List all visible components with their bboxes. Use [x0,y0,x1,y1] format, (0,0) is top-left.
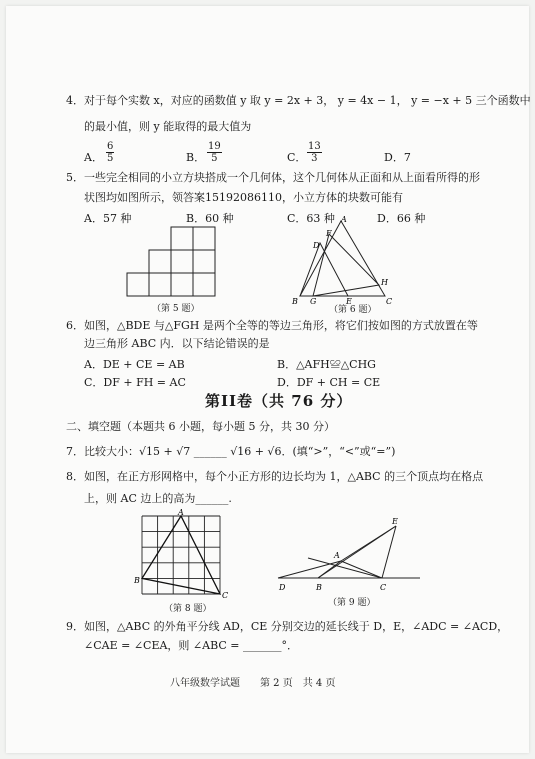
q4-option-b-fraction [207,141,222,164]
figure-8-grid [134,508,234,600]
q4-option-c-label: C． [287,151,307,164]
page-footer: 八年级数学试题 第 2 页 共 4 页 [170,678,336,689]
q4-line1: 4．对于每个实数 x，对应的函数值 y 取 y = 2x + 3， y = 4x − 1， y = −x + 5 三个函数中 [66,94,531,107]
q4-option-d: D．7 [384,151,411,164]
figure-5-caption: （第 5 题） [152,304,200,314]
q4-option-c-denominator: 3 [311,153,318,164]
figure-9-triangle [272,514,422,594]
fig9-label-a: A [334,551,340,560]
q5-option-c: C．63 种 [287,212,335,225]
part2-title: 第II卷（共 76 分） [205,392,353,410]
fig6-label-d: D [313,241,320,250]
fig6-label-b: B [292,297,298,306]
q5-option-a: A．57 种 [84,212,132,225]
q4-option-a-label: A． [84,151,103,164]
q4-line2: 的最小值，则 y 能取得的最大值为 [84,120,252,133]
q9-line2: ∠CAE = ∠CEA，则 ∠ABC = _______°． [84,639,298,652]
q4-option-a-denominator: 5 [107,153,114,164]
figure-8-caption: （第 8 题） [164,604,212,614]
fig9-label-e: E [392,517,398,526]
fig9-label-d: D [279,583,286,592]
q5-option-b: B．60 种 [186,212,234,225]
fig9-label-b: B [316,583,322,592]
q6-option-c: C．DF + FH = AC [84,376,186,389]
q8-line1: 8．如图，在正方形网格中，每个小正方形的边长均为 1，△ABC 的三个顶点均在格点 [66,470,484,483]
q5-line2: 状图均如图所示，领答案15192086110，小立方体的块数可能有 [84,191,403,204]
fig6-label-a: A [341,216,347,224]
fig6-label-g: G [310,297,317,306]
fill-in-heading: 二、填空题（本题共 6 小题，每小题 5 分，共 30 分） [66,420,335,433]
q5-option-d: D．66 种 [377,212,426,225]
fig8-label-b: B [134,576,140,585]
q4-option-c-fraction [307,141,322,164]
fig8-label-c: C [222,591,229,600]
q6-line1: 6．如图，△BDE 与△FGH 是两个全等的等边三角形，将它们按如图的方式放置在等 [66,319,478,332]
q4-option-a-fraction [106,141,114,164]
figure-5-cube-view [126,218,218,298]
fig6-label-c: C [386,297,393,306]
figure-9-caption: （第 9 题） [328,598,376,608]
fig6-label-f: F [326,229,332,238]
exam-page [6,6,529,753]
fig6-label-h: H [381,278,388,287]
q4-option-a-numerator: 6 [107,141,114,152]
q6-option-d: D．DF + CH = CE [277,376,381,389]
q6-option-b: B．△AFH≌△CHG [277,358,376,371]
q7-line: 7．比较大小：√15 + √7 ______ √16 + √6．(填“>”，“<”或“=”) [66,445,396,458]
q8-line2: 上，则 AC 边上的高为______. [84,492,232,505]
q6-option-a: A．DE + CE = AB [84,358,185,371]
fig9-label-c: C [380,583,387,592]
q6-line2: 边三角形 ABC 内．以下结论错误的是 [84,337,270,350]
q9-line1: 9．如图，△ABC 的外角平分线 AD，CE 分别交边的延长线于 D，E，∠ADC = ∠ACD， [66,620,509,633]
q5-line1: 5．一些完全相同的小立方块搭成一个几何体，这个几何体从正面和从上面看所得的形 [66,171,480,184]
fig6-label-e: E [346,297,352,306]
q4-option-b-numerator: 19 [208,141,221,152]
q4-option-b-label: B． [186,151,206,164]
q4-option-c-numerator: 13 [308,141,321,152]
q4-option-b-denominator: 5 [211,153,218,164]
figure-6-caption: （第 6 题） [329,305,377,315]
figure-6-triangles [286,216,396,306]
fig8-label-a: A [178,508,184,517]
